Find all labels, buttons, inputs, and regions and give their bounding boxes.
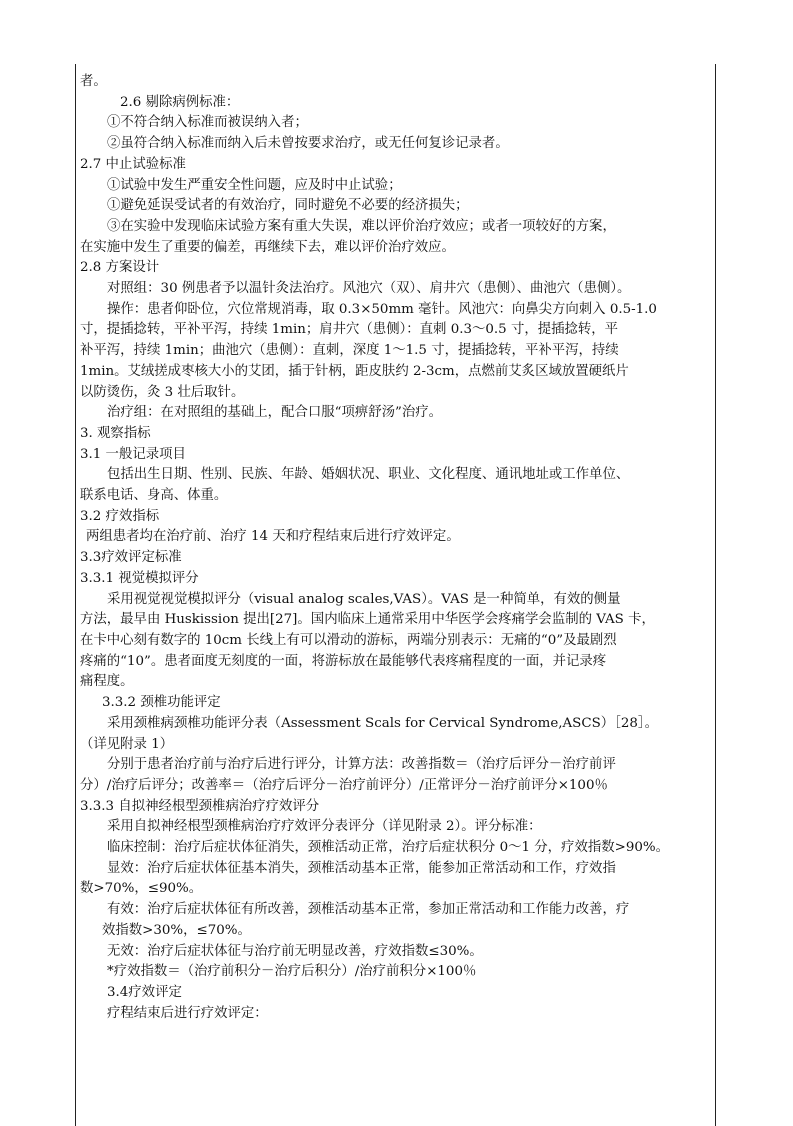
text-line: 联系电话、身高、体重。	[80, 488, 228, 504]
text-line: ③在实验中发现临床试验方案有重大失误，难以评价治疗效应；或者一项较好的方案，	[107, 218, 616, 234]
text-line: 2.7 中止试验标准	[80, 156, 186, 172]
text-line: 疼痛的“10”。患者面度无刻度的一面，将游标放在最能够代表疼痛程度的一面，并记录疼	[80, 653, 607, 669]
text-line: 2.6 剔除病例标准：	[120, 94, 240, 110]
text-line: ②虽符合纳入标准而纳入后未曾按要求治疗，或无任何复诊记录者。	[107, 136, 509, 152]
text-line: 效指数>30%，≤70%。	[102, 922, 251, 938]
text-line: 方法，最早由 Huskission 提出[27]。国内临床上通常采用中华医学会疼痛学会监制的 VAS 卡，	[80, 612, 655, 628]
text-line: 3.3.3 自拟神经根型颈椎病治疗疗效评分	[80, 798, 320, 814]
text-line: 痛程度。	[80, 674, 134, 690]
text-line: 分）/治疗后评分；改善率＝（治疗后评分－治疗前评分）/正常评分－治疗前评分×100％	[80, 777, 608, 793]
text-line: 采用视觉视觉模拟评分（visual analog scales,VAS）。VAS 是一种简单，有效的侧量	[107, 591, 621, 607]
text-line: 有效：治疗后症状体征有所改善，颈椎活动基本正常，参加正常活动和工作能力改善，疗	[107, 902, 630, 918]
text-line: *疗效指数＝（治疗前积分－治疗后积分）/治疗前积分×100％	[107, 964, 477, 980]
text-line: 操作：患者仰卧位，穴位常规消毒，取 0.3×50mm 毫针。风池穴：向鼻尖方向刺入 0.5-1.0	[107, 301, 657, 317]
text-line: 以防烫伤，灸 3 壮后取针。	[80, 384, 245, 400]
text-line: 3.4疗效评定	[107, 984, 182, 1000]
text-line: 显效：治疗后症状体征基本消失，颈椎活动基本正常，能参加正常活动和工作，疗效指	[107, 860, 616, 876]
text-line: 在卡中心刻有数字的 10cm 长线上有可以滑动的游标，两端分别表示：无痛的“0”及最剧烈	[80, 632, 617, 648]
text-line: 3.3.1 视觉模拟评分	[80, 570, 199, 586]
text-line: 补平泻，持续 1min；曲池穴（患侧）：直刺，深度 1～1.5 寸，提插捻转，平补平泻，持续	[80, 343, 619, 359]
document-body	[80, 72, 716, 1024]
text-line: 1min。艾绒搓成枣核大小的艾团，插于针柄，距皮肤约 2-3cm，点燃前艾炙区域放置硬纸片	[80, 363, 629, 379]
text-line: 治疗组：在对照组的基础上，配合口服“项痹舒汤”治疗。	[107, 405, 443, 421]
text-line: 数>70%，≤90%。	[80, 881, 203, 897]
text-line: 包括出生日期、性别、民族、年龄、婚姻状况、职业、文化程度、通讯地址或工作单位、	[107, 467, 630, 483]
text-line: 采用颈椎病颈椎功能评分表（Assessment Scals for Cervical Syndrome,ASCS）［28］。	[107, 715, 658, 731]
text-line: 3.1 一般记录项目	[80, 446, 186, 462]
text-line: ①避免延误受试者的有效治疗，同时避免不必要的经济损失；	[107, 198, 469, 214]
text-line: 3.3.2 颈椎功能评定	[102, 695, 221, 711]
text-line: 3.3疗效评定标准	[80, 550, 182, 566]
text-line: 者。	[80, 74, 107, 89]
text-line: 在实施中发生了重要的偏差，再继续下去，难以评价治疗效应。	[80, 239, 455, 255]
text-line: 疗程结束后进行疗效评定：	[107, 1005, 268, 1021]
text-line: ①不符合纳入标准而被误纳入者；	[107, 115, 308, 131]
text-line: 对照组：30 例患者予以温针灸法治疗。风池穴（双）、肩井穴（患侧）、曲池穴（患侧）。	[107, 281, 631, 297]
text-line: 采用自拟神经根型颈椎病治疗疗效评分表评分（详见附录 2）。评分标准：	[107, 819, 542, 835]
text-line: ①试验中发生严重安全性问题，应及时中止试验；	[107, 177, 402, 193]
text-line: 两组患者均在治疗前、治疗 14 天和疗程结束后进行疗效评定。	[86, 529, 460, 545]
text-line: 寸，提插捻转，平补平泻，持续 1min；肩井穴（患侧）：直刺 0.3～0.5 寸，提插捻转，平	[80, 322, 619, 338]
text-line: 分别于患者治疗前与治疗后进行评分，计算方法：改善指数＝（治疗后评分－治疗前评	[107, 757, 616, 773]
text-line: （详见附录 1）	[80, 736, 174, 752]
text-line: 临床控制：治疗后症状体征消失，颈椎活动正常，治疗后症状积分 0～1 分，疗效指数>90%。	[107, 840, 669, 856]
text-line: 3.2 疗效指标	[80, 508, 160, 524]
text-line: 3. 观察指标	[80, 425, 151, 441]
text-line: 2.8 方案设计	[80, 260, 160, 276]
text-line: 无效：治疗后症状体征与治疗前无明显改善，疗效指数≤30%。	[107, 943, 483, 959]
